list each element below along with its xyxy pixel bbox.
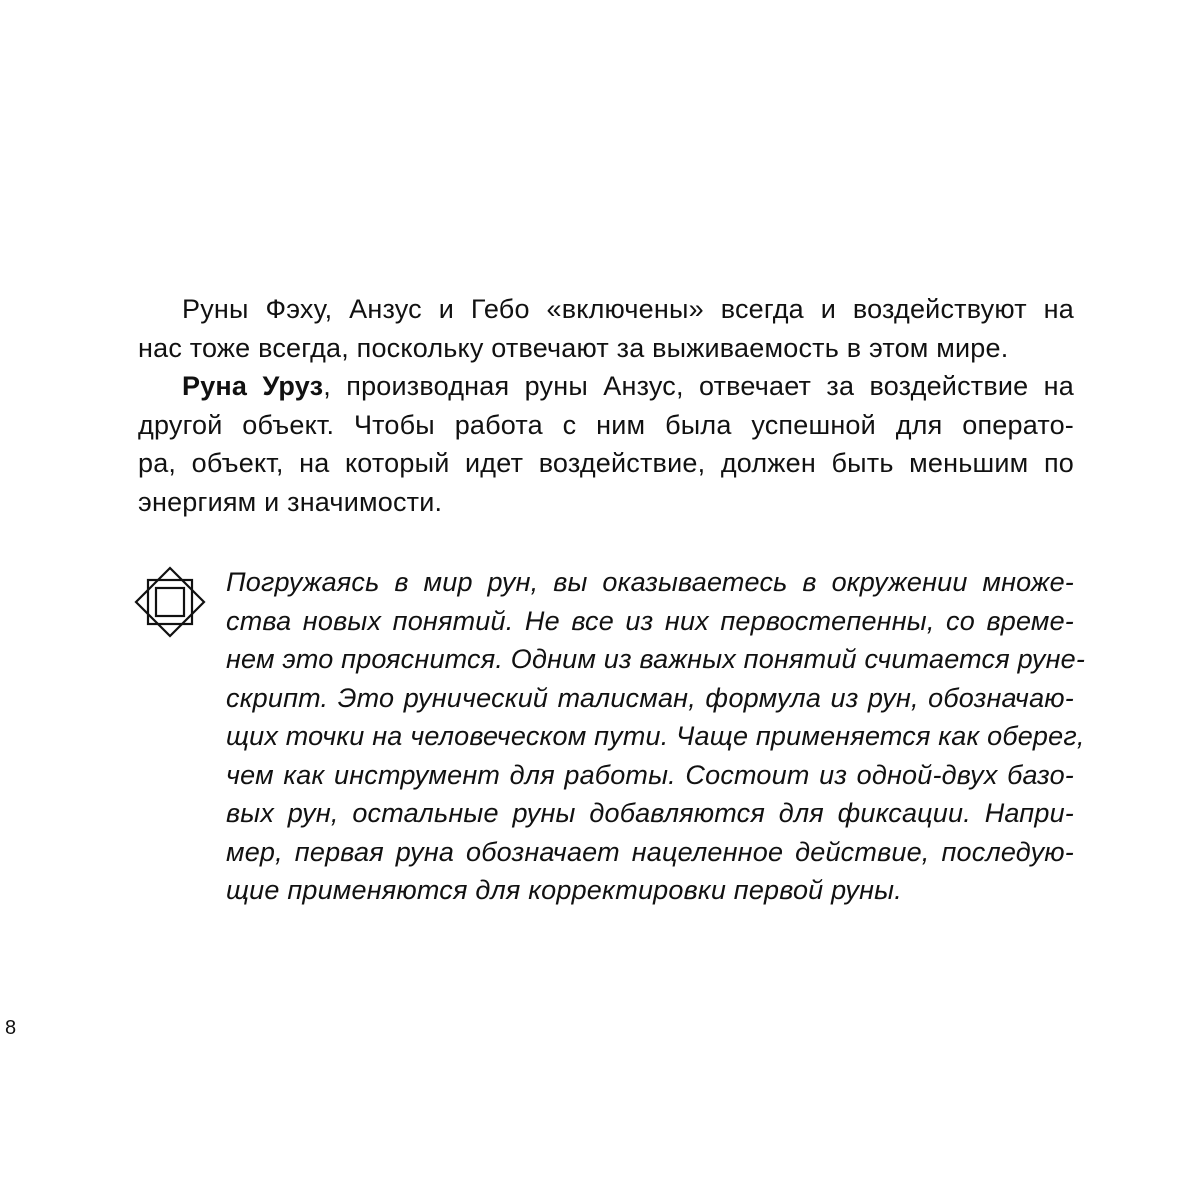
paragraph-2-first-line bbox=[138, 367, 1074, 406]
note-line: скрипт. Это рунический талисман, формула из рун, обозначаю- bbox=[226, 682, 1074, 713]
paragraph-1-line: нас тоже всегда, поскольку отвечают за выживаемость в этом мире. bbox=[138, 332, 1009, 363]
note-line: щих точки на человеческом пути. Чаще применяется как оберег, bbox=[226, 721, 1085, 751]
note-line: мер, первая руна обозначает нацеленное действие, последую- bbox=[226, 836, 1074, 867]
note-line: щие применяются для корректировки первой руны. bbox=[226, 875, 902, 905]
main-text bbox=[138, 290, 1074, 521]
note-line: вых рун, остальные руны добавляются для фиксации. Напри- bbox=[226, 798, 1074, 828]
paragraph-2-line: другой объект. Чтобы работа с ним была успешной для операто- bbox=[138, 409, 1074, 440]
paragraph-2-line-rest: , производная руны Анзус, отвечает за воздействие на bbox=[323, 371, 1075, 401]
note-line: ства новых понятий. Не все из них первостепенны, со време- bbox=[226, 605, 1074, 636]
note-line: чем как инструмент для работы. Состоит из одной-двух базо- bbox=[226, 759, 1074, 790]
rune-square-icon bbox=[134, 566, 206, 638]
paragraph-1-line: Руны Фэху, Анзус и Гебо «включены» всегда и воздействуют на bbox=[182, 294, 1074, 324]
note-line: нем это прояснится. Одним из важных понятий считается руне- bbox=[226, 644, 1086, 674]
paragraph-2-line: энергиям и значимости. bbox=[138, 486, 443, 517]
paragraph-2-line: ра, объект, на который идет воздействие, должен быть меньшим по bbox=[138, 448, 1074, 478]
sidebar-note bbox=[226, 563, 1086, 910]
rune-term: Руна Уруз bbox=[182, 371, 324, 401]
note-line: Погружаясь в мир рун, вы оказываетесь в окружении множе- bbox=[226, 567, 1074, 597]
page-number: 8 bbox=[5, 1017, 17, 1039]
